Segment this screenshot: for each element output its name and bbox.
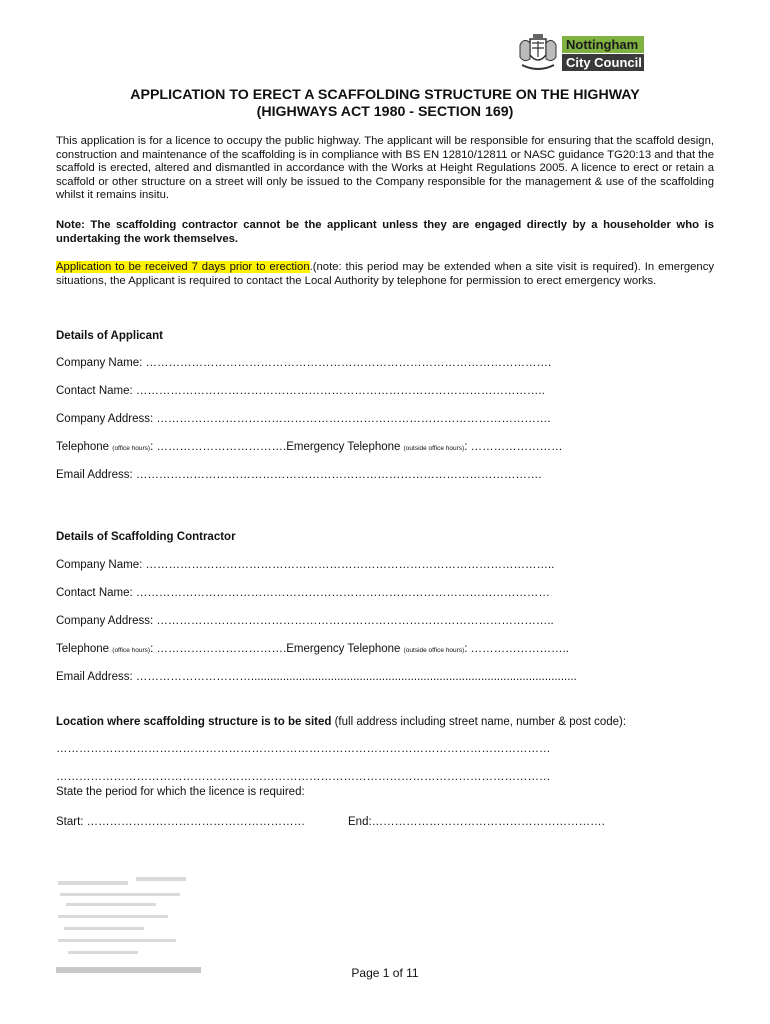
contractor-company-name-field[interactable]: Company Name: …………………………………………………………………………………………….. <box>56 559 555 571</box>
location-heading <box>56 716 676 730</box>
location-address-line-1[interactable]: ………………………………………………………………………………………………………………… <box>56 743 551 755</box>
council-logo <box>516 33 644 75</box>
title-line-1: APPLICATION TO ERECT A SCAFFOLDING STRUCTURE ON THE HIGHWAY <box>130 87 640 103</box>
contractor-company-address-field[interactable]: Company Address: ………………………………………………………………………………………….. <box>56 615 554 627</box>
contractor-email-field[interactable]: Email Address: …………………………...................................................................................................... <box>56 671 577 683</box>
contractor-telephone-field[interactable] <box>56 643 569 655</box>
logo-line-nottingham: Nottingham <box>562 36 644 53</box>
note-paragraph: Note: The scaffolding contractor cannot be the applicant unless they are engaged directly by a householder who is undertaking the work themselves. <box>56 219 714 245</box>
contractor-contact-name-field[interactable]: Contact Name: ……………………………………………………………………………………………… <box>56 587 550 599</box>
faded-stamp-image <box>56 875 206 980</box>
coat-of-arms-icon <box>516 33 560 75</box>
location-heading-rest: (full address including street name, number & post code): <box>331 716 627 728</box>
applicant-contact-name-field[interactable]: Contact Name: …………………………………………………………………………………………….. <box>56 385 545 397</box>
applicant-email-field[interactable]: Email Address: ……………………………………………………………………………………………. <box>56 469 542 481</box>
telephone-label: Telephone <box>56 643 110 655</box>
outside-hours-note: (outside office hours) <box>403 647 465 654</box>
outside-hours-note: (outside office hours) <box>403 445 465 452</box>
applicant-telephone-field[interactable] <box>56 441 563 453</box>
emergency-dots: : …………………….. <box>464 643 569 655</box>
title-line-2: (HIGHWAYS ACT 1980 - SECTION 169) <box>256 104 514 120</box>
end-date-field[interactable]: End:……………………………………………………. <box>348 816 605 828</box>
intro-paragraph: This application is for a licence to occupy the public highway. The applicant will be responsible for ensuring that the scaffold design, construction and maintenance of the scaffolding is in compliance with BS EN 12810/12811 or NASC guidance TG20:13 and that the scaffold is erected, altered and dismantled in accordance with the Works at Height Regulations 2005. A licence to erect or retain a scaffold or other structure on a street will only be issued to the Company responsible for the management & use of the scaffolding whilst it remains insitu. <box>56 135 714 202</box>
telephone-dots: : …………………………….Emergency Telephone <box>150 643 401 655</box>
contractor-heading: Details of Scaffolding Contractor <box>56 531 236 543</box>
telephone-label: Telephone <box>56 441 110 453</box>
page-number: Page 1 of 11 <box>351 966 419 980</box>
emergency-dots: : …………………… <box>464 441 563 453</box>
office-hours-note: (office hours) <box>112 647 151 654</box>
deadline-paragraph <box>56 261 714 288</box>
location-address-line-2[interactable]: ………………………………………………………………………………………………………………… <box>56 771 551 783</box>
applicant-heading: Details of Applicant <box>56 330 163 342</box>
location-heading-bold: Location where scaffolding structure is to be sited <box>56 716 332 728</box>
page-title <box>60 87 710 121</box>
applicant-company-address-field[interactable]: Company Address: …………………………………………………………………………………………. <box>56 413 551 425</box>
telephone-dots: : …………………………….Emergency Telephone <box>150 441 401 453</box>
applicant-company-name-field[interactable]: Company Name: ……………………………………………………………………………………………. <box>56 357 552 369</box>
deadline-rest: .(note: this period may be extended when a site visit is required). In emergency situations, the Applicant is required to contact the Local Authority by telephone for permission to erect emergency works. <box>56 261 714 287</box>
start-date-field[interactable]: Start: ………………………………………………… <box>56 816 306 828</box>
logo-line-city-council: City Council <box>562 54 644 71</box>
office-hours-note: (office hours) <box>112 445 151 452</box>
licence-period-label: State the period for which the licence is required: <box>56 786 305 798</box>
highlighted-deadline: Application to be received 7 days prior to erection <box>56 261 310 273</box>
